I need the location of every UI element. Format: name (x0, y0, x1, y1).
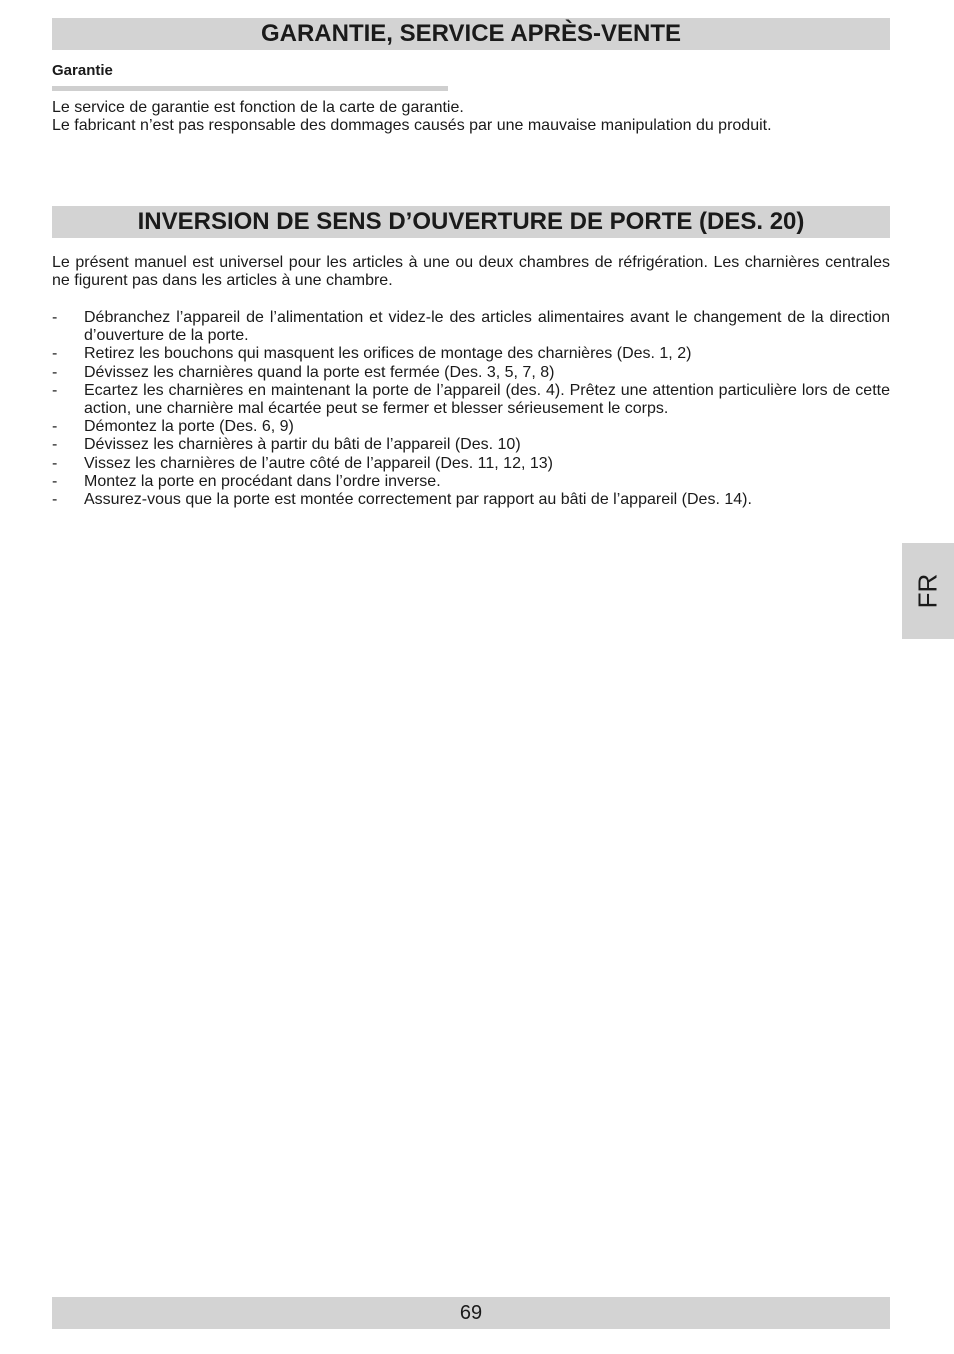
section-title-garantie: GARANTIE, SERVICE APRÈS-VENTE (52, 18, 890, 50)
step-text: Assurez-vous que la porte est montée correctement par rapport au bâti de l’appareil (Des. 14). (84, 491, 752, 509)
bullet-dash: - (52, 309, 58, 326)
step-text: Dévissez les charnières à partir du bâti de l’appareil (Des. 10) (84, 436, 521, 454)
bullet-dash: - (52, 491, 58, 509)
list-item (52, 436, 890, 454)
garantie-line: Le fabricant n’est pas responsable des dommages causés par une mauvaise manipulation du produit. (52, 117, 772, 134)
language-tab (902, 543, 954, 639)
list-item (52, 418, 890, 436)
list-item (52, 455, 890, 473)
list-item (52, 382, 890, 418)
step-text: Retirez les bouchons qui masquent les orifices de montage des charnières (Des. 1, 2) (84, 345, 692, 363)
list-item (52, 491, 890, 509)
subheading-garantie: Garantie (52, 62, 113, 79)
language-tab-label: FR (912, 573, 943, 609)
bullet-dash: - (52, 454, 58, 472)
bullet-dash: - (52, 345, 58, 363)
step-text: Vissez les charnières de l’autre côté de l’appareil (Des. 11, 12, 13) (84, 454, 553, 472)
step-text: Dévissez les charnières quand la porte est fermée (Des. 3, 5, 7, 8) (84, 363, 555, 381)
bullet-dash: - (52, 472, 58, 490)
intro-paragraph: Le présent manuel est universel pour les articles à une ou deux chambres de réfrigération. Les charnières centrales ne figurent pas dans les articles à une chambre. (52, 254, 890, 289)
steps-list (52, 309, 890, 509)
list-item (52, 364, 890, 382)
step-text: Débranchez l’appareil de l’alimentation et videz-le des articles alimentaires avant le changement de la direction d’ouverture de la porte. (84, 309, 890, 345)
step-text: Ecartez les charnières en maintenant la porte de l’appareil (des. 4). Prêtez une attention particulière lors de cette action, une charnière mal écartée peut se fermer et blesser sérieusement le corps. (84, 381, 890, 418)
bullet-dash: - (52, 381, 58, 399)
list-item (52, 345, 890, 363)
bullet-dash: - (52, 363, 58, 381)
garantie-paragraph (52, 99, 890, 135)
garantie-line: Le service de garantie est fonction de la carte de garantie. (52, 99, 464, 116)
bullet-dash: - (52, 418, 58, 436)
bullet-dash: - (52, 436, 58, 454)
step-text: Démontez la porte (Des. 6, 9) (84, 418, 294, 436)
list-item (52, 473, 890, 491)
subheading-rule (52, 86, 448, 91)
page-number: 69 (52, 1297, 890, 1329)
section-title-door-reversal: INVERSION DE SENS D’OUVERTURE DE PORTE (DES. 20) (52, 206, 890, 238)
list-item (52, 309, 890, 345)
step-text: Montez la porte en procédant dans l’ordre inverse. (84, 472, 441, 490)
